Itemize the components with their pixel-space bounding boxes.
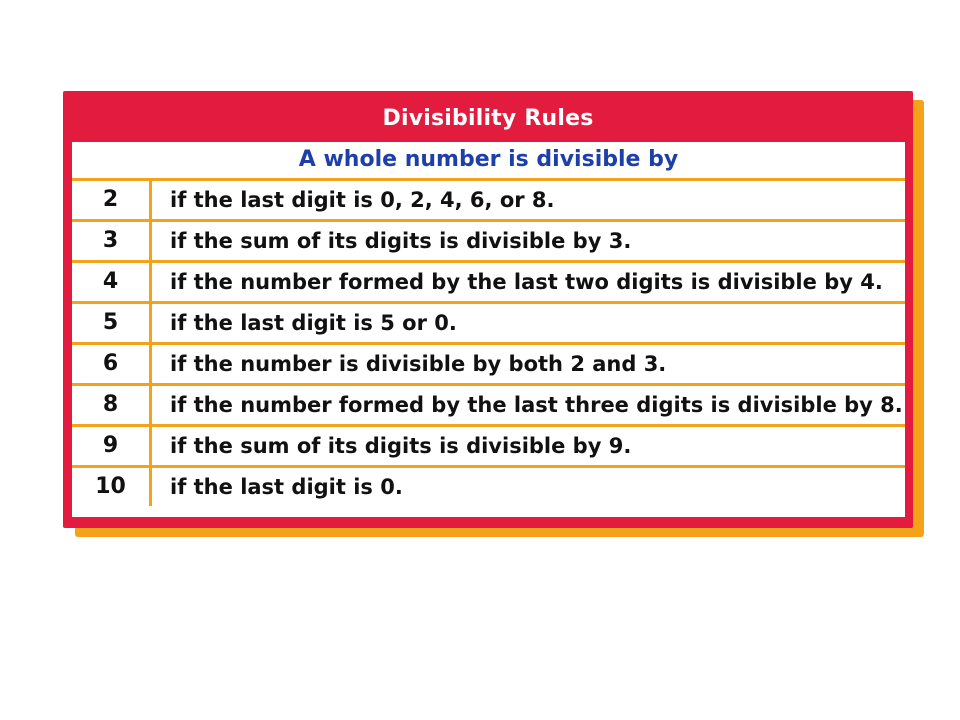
rule-divisor: 8: [72, 386, 152, 424]
table-row: [72, 383, 905, 424]
table-row: [72, 219, 905, 260]
table-row: [72, 465, 905, 506]
rule-text: if the number formed by the last three digits is divisible by 8.: [170, 393, 903, 417]
divisibility-rules-card: [63, 91, 913, 528]
rule-divisor: 2: [72, 181, 152, 219]
table-row: [72, 178, 905, 219]
rule-divisor: 6: [72, 345, 152, 383]
table-row: [72, 301, 905, 342]
rule-text: if the last digit is 0, 2, 4, 6, or 8.: [170, 188, 555, 212]
table-row: [72, 424, 905, 465]
rule-divisor: 10: [72, 468, 152, 506]
rule-divisor: 4: [72, 263, 152, 301]
rule-divisor: 3: [72, 222, 152, 260]
rule-text: if the number formed by the last two digits is divisible by 4.: [170, 270, 883, 294]
rule-divisor: 9: [72, 427, 152, 465]
table-row: [72, 260, 905, 301]
table-subtitle: A whole number is divisible by: [298, 147, 679, 172]
card-title: Divisibility Rules: [382, 106, 594, 131]
rule-text: if the sum of its digits is divisible by 3.: [170, 229, 632, 253]
rule-text: if the last digit is 5 or 0.: [170, 311, 457, 335]
rule-divisor: 5: [72, 304, 152, 342]
rule-text: if the number is divisible by both 2 and 3.: [170, 352, 667, 376]
table-row: [72, 342, 905, 383]
rules-table: [72, 142, 905, 517]
rule-text: if the last digit is 0.: [170, 475, 403, 499]
rule-text: if the sum of its digits is divisible by 9.: [170, 434, 632, 458]
